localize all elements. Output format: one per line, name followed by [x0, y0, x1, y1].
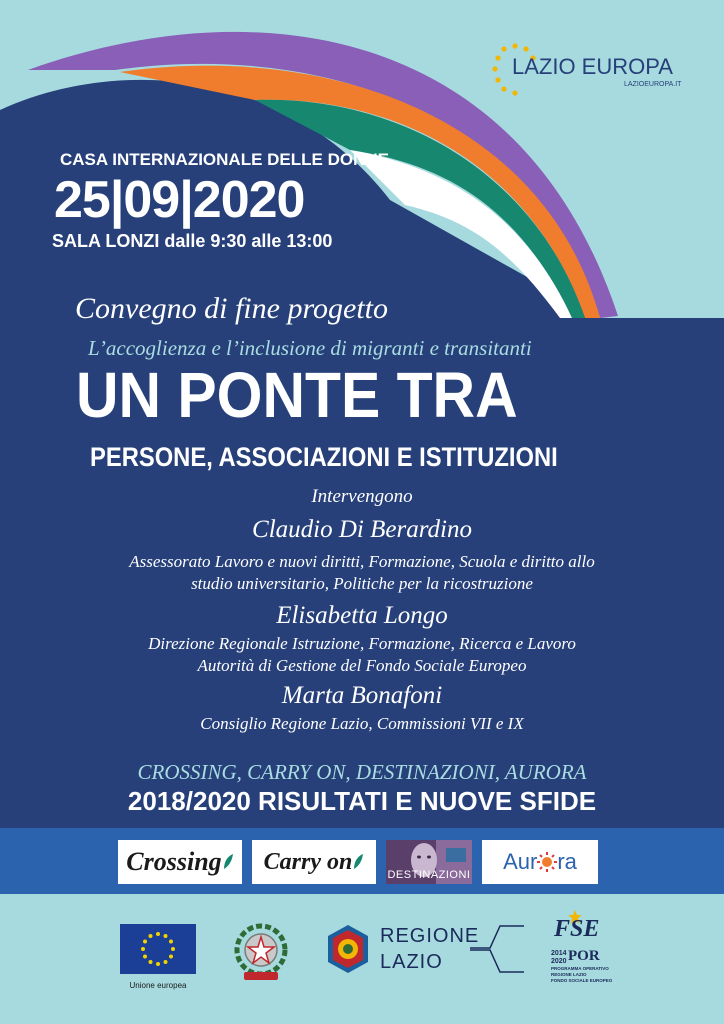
aurora-logo-text-left: Aur	[503, 849, 538, 874]
eu-star	[164, 960, 168, 964]
eu-star	[171, 947, 175, 951]
sun-icon	[537, 852, 557, 872]
speaker-role-line2: studio universitario, Politiche per la ricostruzione	[191, 574, 533, 593]
fse-por-logo	[548, 910, 613, 992]
aurora-logo-text-right: ra	[557, 849, 577, 874]
crossing-logo-text: Crossing	[126, 847, 222, 876]
speaker-name: Claudio Di Berardino	[252, 516, 472, 543]
speaker-name: Elisabetta Longo	[276, 602, 448, 629]
eu-star	[149, 934, 153, 938]
event-room-time: SALA LONZI dalle 9:30 alle 13:00	[52, 231, 333, 251]
destinazioni-logo	[386, 840, 472, 884]
por-lines	[551, 966, 612, 984]
regione-lazio-coat-of-arms-icon	[324, 924, 372, 974]
por-line1: PROGRAMMA OPERATIVO	[551, 966, 609, 971]
project-names: CROSSING, CARRY ON, DESTINAZIONI, AURORA	[137, 760, 587, 784]
speaker-role-line1: Consiglio Regione Lazio, Commissioni VII e IX	[200, 714, 524, 733]
region-line1: REGIONE	[380, 925, 480, 947]
results-heading: 2018/2020 RISULTATI E NUOVE SFIDE	[127, 786, 597, 816]
por-years-top: 2014	[551, 950, 567, 957]
italian-republic-emblem-icon	[232, 922, 290, 984]
por-line3: FONDO SOCIALE EUROPEO	[551, 978, 613, 983]
region-line2: LAZIO	[380, 951, 443, 973]
eu-star	[141, 947, 145, 951]
speaker-role-line1: Assessorato Lavoro e nuovi diritti, Formazione, Scuola e diritto allo	[129, 552, 595, 571]
brand-url: LAZIOEUROPA.IT	[624, 81, 682, 88]
por-line2: REGIONE LAZIO	[551, 972, 587, 977]
conference-title-line2: PERSONE, ASSOCIAZIONI E ISTITUZIONI	[90, 442, 558, 472]
eu-label: Unione europea	[129, 981, 187, 990]
region-lines-icon	[470, 922, 524, 978]
eu-star	[156, 962, 160, 966]
event-venue: CASA INTERNAZIONALE DELLE DONNE	[60, 150, 389, 169]
por-years-bottom: 2020	[551, 958, 567, 965]
eu-flag-icon	[120, 924, 196, 974]
leaf-icon	[222, 853, 234, 871]
fse-text: FSE	[554, 916, 600, 942]
leaf-icon	[352, 853, 364, 871]
carry-on-logo-text: Carry on	[263, 848, 353, 875]
eu-star	[169, 955, 173, 959]
lazio-europa-logo	[490, 40, 690, 100]
crossing-logo	[118, 840, 242, 884]
por-text: POR	[568, 948, 600, 964]
destinazioni-logo-text: DESTINAZIONI	[387, 869, 471, 881]
eu-star	[143, 955, 147, 959]
aurora-logo	[482, 840, 598, 884]
italian-republic-emblem	[232, 922, 290, 984]
event-date: 25|09|2020	[54, 171, 305, 229]
regione-lazio-logo	[324, 922, 524, 978]
eu-star	[143, 940, 147, 944]
conference-kind: Convegno di fine progetto	[75, 292, 389, 325]
carry-on-logo	[252, 840, 376, 884]
speaker-name: Marta Bonafoni	[281, 682, 443, 709]
speaker-role-line1: Direzione Regionale Istruzione, Formazione, Ricerca e Lavoro	[148, 634, 576, 653]
speakers-heading: Intervengono	[311, 486, 413, 507]
brand-name: LAZIO EUROPA	[512, 54, 673, 79]
conference-title: UN PONTE TRA	[76, 359, 518, 431]
eu-star	[164, 934, 168, 938]
eu-star	[169, 940, 173, 944]
speaker-role-line2: Autorità di Gestione del Fondo Sociale Europeo	[197, 656, 527, 675]
eu-star	[156, 932, 160, 936]
eu-logo	[120, 924, 196, 990]
por-years	[551, 950, 567, 966]
eu-star	[149, 960, 153, 964]
conference-subtitle: L’accoglienza e l’inclusione di migranti e transitanti	[88, 336, 532, 360]
